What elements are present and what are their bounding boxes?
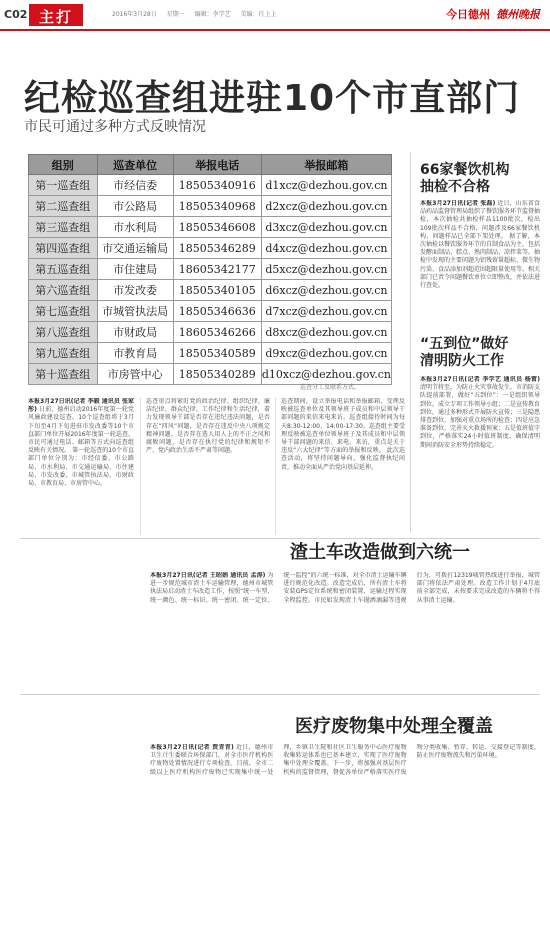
cell-phone: 18505340105 — [173, 280, 261, 301]
article2-body — [150, 572, 540, 688]
cell-email: d5xcz@dezhou.gov.cn — [261, 259, 391, 280]
article-body-col3: 巡查期间，设立举报电话和举报邮箱，受理反映被巡查单位及其领导班子成员和中层领导干部问题的来信来电来访。巡查组接待时间为每天8:30-12:00、14:00-17:30。巡查组主要受理反映被巡查单位领导班子及其成员和中层领导干部问题的来信、来电、来访，重点是关于违反“六大纪律”等方面的举报和反映。 此次巡查活动，将坚持问题导向，强化监督执纪问责，推动全面从严治党向基层延伸。 — [281, 398, 405, 471]
article3-headline: 医疗废物集中处理全覆盖 — [295, 716, 493, 737]
brand — [446, 6, 540, 22]
cell-email: d1xcz@dezhou.gov.cn — [261, 175, 391, 196]
brief-text: 清明节将至，为防止火灾事故发生，市消防支队提前部署，做好“五到位”：一是组织领导到位，成立专项工作领导小组；二是宣传教育到位，通过多种形式开展防火宣传；三是隐患排查到位，加强对重点场所的检查；四是应急准备到位，完善灭火救援预案；五是值班值守到位，严格落实24小时值班制度，确保清明期间消防安全形势持续稳定。 — [420, 384, 540, 449]
col-header-phone: 举报电话 — [173, 155, 261, 175]
issue-designer: 美编：任上上 — [240, 11, 277, 18]
cell-group: 第八巡查组 — [29, 322, 98, 343]
cell-phone: 18505346636 — [173, 301, 261, 322]
article-byline: 本报3月27日讯(记者 李毅 通讯员 张家彤) — [28, 398, 134, 414]
article-subheadline: 市民可通过多种方式反映情况 — [24, 119, 206, 135]
col-header-group: 组别 — [29, 155, 98, 175]
table-row — [29, 175, 392, 196]
cell-group: 第七巡查组 — [29, 301, 98, 322]
table-row — [29, 238, 392, 259]
column-divider — [275, 397, 276, 535]
cell-email: d10xcz@dezhou.gov.cn — [261, 364, 391, 385]
article2-text: 为进一步规范城市渣土车运输管理，德州市城管执法局启动渣土车改造工作，按照“统一车型、统一颜色、统一标识、统一密闭、统一定位、统一监控”的六统一标准，对全市渣土运输车辆进行规范化改造。改造完成后，所有渣土车将安装GPS定位系统和密闭装置，运输过程实现全程监控。市民如发现渣土车抛洒滴漏等违规行为，可拨打12319城管热线进行举报，城管部门将依法严肃处理。改造工作计划于4月底前全部完成，未按要求完成改造的车辆将不得从事渣土运输。 — [150, 572, 540, 604]
cell-email: d9xcz@dezhou.gov.cn — [261, 343, 391, 364]
cell-group: 第四巡查组 — [29, 238, 98, 259]
col-header-unit: 巡查单位 — [97, 155, 173, 175]
cell-unit: 市城管执法局 — [97, 301, 173, 322]
article2-byline: 本报3月27日讯(记者 王昭娟 通讯员 孟涛) — [150, 572, 266, 579]
page-number: C02 — [4, 8, 28, 21]
newspaper-logo: 德州晚报 — [496, 8, 540, 21]
article-headline: 纪检巡查组进驻10个市直部门 — [24, 78, 521, 119]
article3-byline: 本报3月27日讯(记者 贾青青) — [150, 744, 234, 751]
cell-unit: 市住建局 — [97, 259, 173, 280]
table-row — [29, 343, 392, 364]
article-body-col2: 巡查重点将紧盯党的政治纪律、组织纪律、廉洁纪律、群众纪律、工作纪律和生活纪律，着力发现领导干部是否存在违纪违法问题，是否存在“四风”问题，是否存在违反中央八项规定精神问题，是否存在选人用人上的不正之风和腐败问题，是否存在执行党的纪律和规矩不严、党内政治生活不严肃等问题。 — [146, 398, 270, 455]
table-row — [29, 196, 392, 217]
cell-email: d6xcz@dezhou.gov.cn — [261, 280, 391, 301]
brief-headline-fire — [420, 336, 508, 370]
cell-group: 第九巡查组 — [29, 343, 98, 364]
cell-phone: 18505340916 — [173, 175, 261, 196]
table-row — [29, 280, 392, 301]
brief-headline-line: 清明防火工作 — [420, 353, 504, 369]
cell-unit: 市发改委 — [97, 280, 173, 301]
cell-phone: 18605346266 — [173, 322, 261, 343]
section-label — [29, 4, 83, 26]
section-divider — [20, 694, 540, 695]
cell-email: d8xcz@dezhou.gov.cn — [261, 322, 391, 343]
cell-unit: 市财政局 — [97, 322, 173, 343]
issue-editor: 编辑：李学艺 — [194, 11, 231, 18]
brief-headline-line: 66家餐饮机构 — [420, 162, 510, 178]
cell-email: d3xcz@dezhou.gov.cn — [261, 217, 391, 238]
cell-unit: 市交通运输局 — [97, 238, 173, 259]
issue-date: 2016年3月28日 — [112, 11, 157, 18]
table-caption: 巡查分工及联系方式。 — [300, 384, 361, 391]
cell-group: 第十巡查组 — [29, 364, 98, 385]
cell-phone: 18505340289 — [173, 364, 261, 385]
cell-unit: 市教育局 — [97, 343, 173, 364]
column-divider — [140, 397, 141, 535]
issue-meta — [112, 9, 285, 18]
inspection-contact-table — [28, 154, 392, 385]
cell-phone: 18505340968 — [173, 196, 261, 217]
header-rule — [0, 29, 550, 31]
cell-unit: 市水利局 — [97, 217, 173, 238]
issue-weekday: 星期一 — [166, 11, 185, 18]
table-row — [29, 217, 392, 238]
cell-phone: 18505346608 — [173, 217, 261, 238]
brief-body-fire — [420, 376, 540, 532]
cell-unit: 市经信委 — [97, 175, 173, 196]
brief-headline-food — [420, 162, 509, 196]
brief-byline: 本报3月27日讯(记者 张磊) — [420, 200, 496, 207]
article-text: 日前，德州启动2016年度第一轮党风廉政建设巡查，10个巡查组将于3月下旬至4月下旬进驻市发改委等10个市直部门单位开展2016年度第一轮巡查，市民可通过电话、邮箱等方式向巡查组反映有关情况。 第一轮巡查的10个市直部门单位分别为：市经信委、市公路局、市水利局、市交通运输局、市住建局、市发改委、市城管执法局、市财政局、市教育局、市房管中心。 — [28, 406, 134, 488]
brief-text: 近日，山东省食品药品监督管理局组织了餐饮服务环节监督抽检，本次抽检共抽检样品1100批次，检出109批次样品不合格，问题涉及66家餐饮机构，问题样品已全部下架处理。 据了解，本次抽检以餐饮服务环节的自制食品为主，包括发酵面制品、糕点、熟肉制品、凉拌菜等。抽检中发现的主要问题为铝残留量超标、微生物污染、食品添加剂超范围超限量使用等。相关部门已责令问题餐饮单位立即整改，并依法进行查处。 — [420, 200, 540, 290]
brief-headline-line: 抽检不合格 — [420, 179, 490, 195]
table-row — [29, 259, 392, 280]
cell-unit: 市房管中心 — [97, 364, 173, 385]
cell-unit: 市公路局 — [97, 196, 173, 217]
cell-group: 第五巡查组 — [29, 259, 98, 280]
brand-column: 今日德州 — [446, 8, 490, 21]
table-row — [29, 301, 392, 322]
article3-body — [150, 744, 540, 920]
brief-body-food — [420, 200, 540, 328]
col-header-email: 举报邮箱 — [261, 155, 391, 175]
cell-group: 第六巡查组 — [29, 280, 98, 301]
article2-headline: 渣土车改造做到六统一 — [290, 542, 470, 563]
section-name: 主打 — [39, 8, 74, 26]
cell-email: d7xcz@dezhou.gov.cn — [261, 301, 391, 322]
cell-phone: 18505346289 — [173, 238, 261, 259]
cell-group: 第三巡查组 — [29, 217, 98, 238]
cell-phone: 18605342177 — [173, 259, 261, 280]
cell-email: d4xcz@dezhou.gov.cn — [261, 238, 391, 259]
table-header-row — [29, 155, 392, 175]
brief-headline-line: “五到位”做好 — [420, 336, 509, 352]
cell-group: 第一巡查组 — [29, 175, 98, 196]
column-divider — [410, 152, 411, 532]
article3-text: 近日，德州市卫生计生委联合环保部门，对全市医疗机构医疗废物处置情况进行专项检查。目前，全市二级以上医疗机构医疗废物已实现集中统一处理，乡镇卫生院和社区卫生服务中心医疗废物收集转运体系也已基本建立，实现了医疗废物集中处理全覆盖。下一步，将加强对基层医疗机构的监督管理，督促各单位严格落实医疗废物分类收集、暂存、转运、交接登记等制度，防止医疗废物流失和污染环境。 — [150, 744, 540, 776]
cell-group: 第二巡查组 — [29, 196, 98, 217]
article-body-col1 — [28, 398, 134, 530]
cell-phone: 18505340589 — [173, 343, 261, 364]
brief-byline: 本报3月27日讯(记者 李学艺 通讯员 杨雷) — [420, 376, 540, 383]
table-row — [29, 322, 392, 343]
cell-email: d2xcz@dezhou.gov.cn — [261, 196, 391, 217]
